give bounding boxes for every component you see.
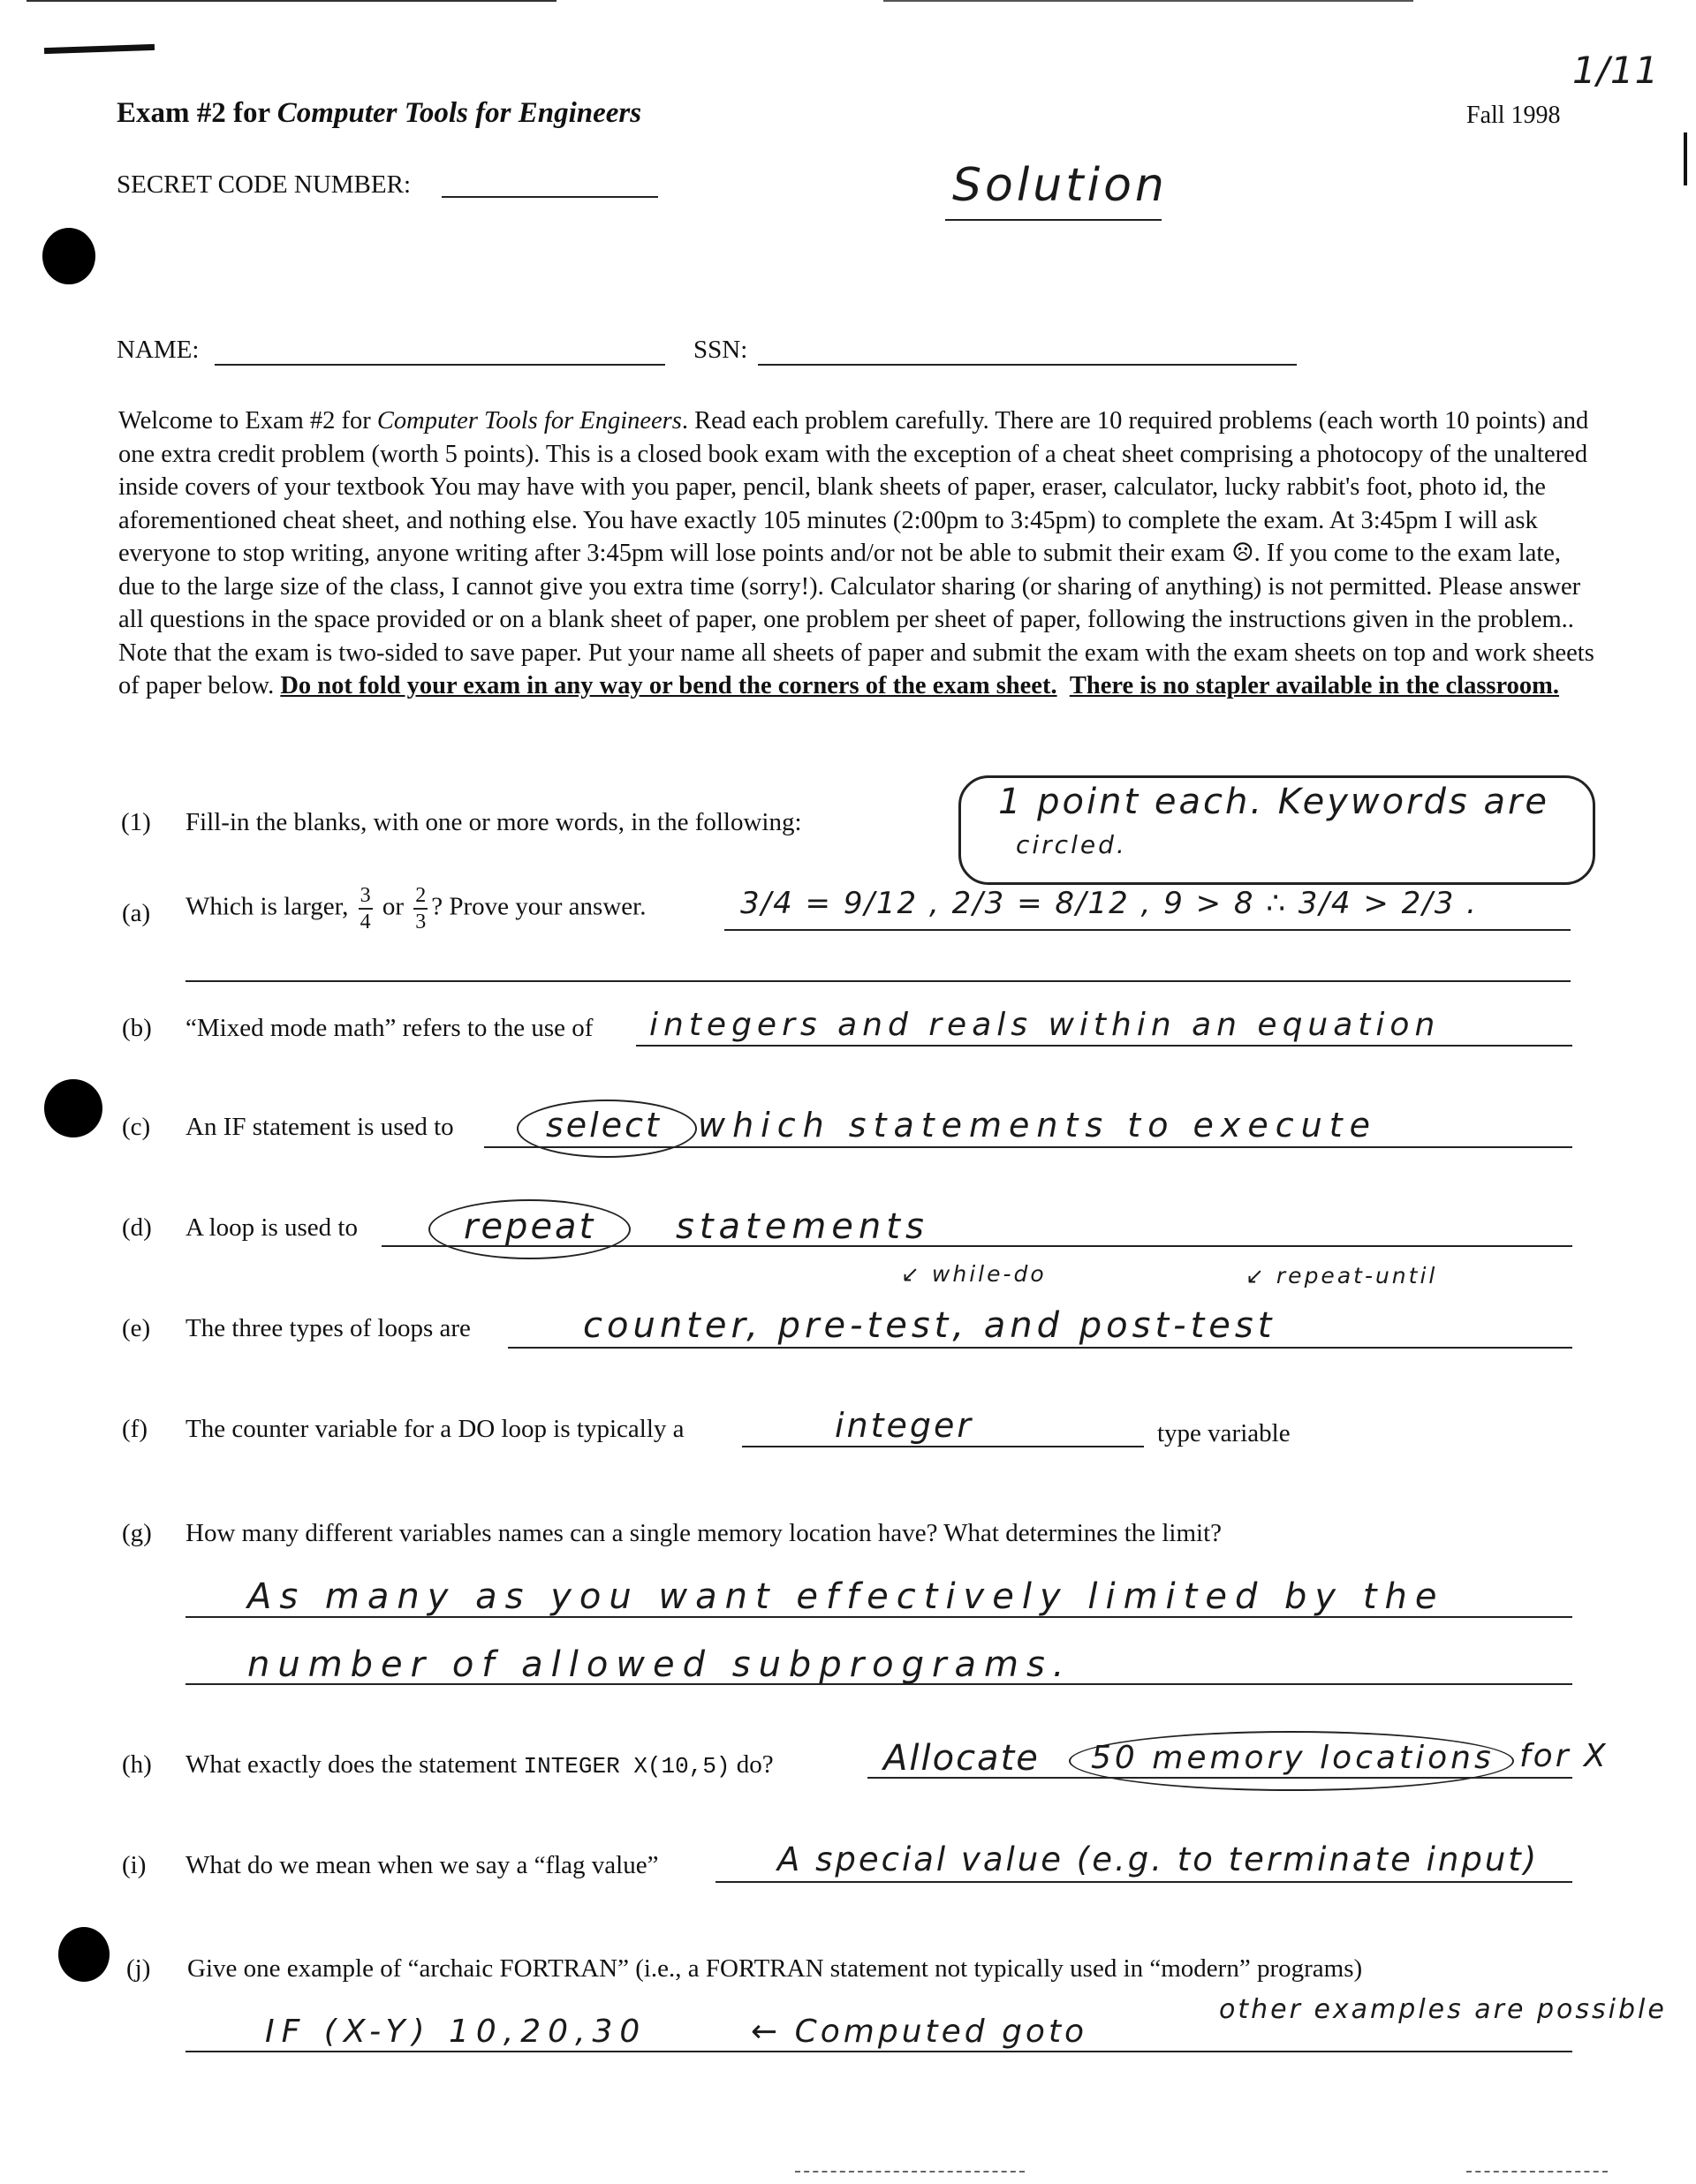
item-c-answer: which statements to execute — [698, 1106, 1378, 1145]
name-label: NAME: — [117, 336, 200, 364]
name-field[interactable] — [215, 364, 665, 366]
grading-note-line1: 1 point each. Keywords are — [998, 782, 1550, 822]
item-c-keyword: select — [546, 1106, 662, 1145]
fraction-two-thirds — [413, 883, 428, 934]
item-d-prompt: A loop is used to — [186, 1213, 358, 1242]
item-g-prompt: How many different variables names can a single memory location have? What determines the limit? — [186, 1519, 1223, 1547]
punch-hole-top — [42, 228, 95, 284]
item-h-code: INTEGER X(10,5) — [523, 1753, 731, 1780]
scan-mark-top-left — [44, 44, 155, 54]
item-c-prompt: An IF statement is used to — [186, 1113, 454, 1141]
item-d-answer: statements — [676, 1206, 929, 1247]
scan-top-line-right — [883, 0, 1413, 2]
item-b-label: (b) — [122, 1014, 152, 1042]
item-j-blank[interactable] — [186, 2051, 1572, 2052]
item-b-prompt: “Mixed mode math” refers to the use of — [186, 1014, 594, 1042]
intro-bold-stapler: There is no stapler available in the classroom. — [1069, 672, 1560, 699]
grading-note-line2: circled. — [1016, 830, 1127, 859]
item-d-blank[interactable] — [382, 1245, 1572, 1247]
item-c-blank[interactable] — [484, 1146, 1572, 1148]
item-e-label: (e) — [122, 1314, 151, 1342]
secret-code-label: SECRET CODE NUMBER: — [117, 170, 412, 199]
item-g-blank-1[interactable] — [186, 1616, 1572, 1618]
ssn-label: SSN: — [693, 336, 748, 364]
item-j-answer-note: ← Computed goto — [751, 2014, 1088, 2050]
item-g-answer-line1: As many as you want effectively limited by the — [247, 1576, 1445, 1617]
item-j-side-note: other examples are possible — [1219, 1994, 1667, 2025]
item-h-prompt-end: do? — [736, 1750, 774, 1779]
item-e-answer: counter, pre-test, and post-test — [583, 1305, 1276, 1346]
item-e-note-repeat-until: ↙ repeat-until — [1246, 1263, 1438, 1288]
scan-bottom-mark — [795, 2171, 1025, 2173]
exam-term: Fall 1998 — [1466, 102, 1561, 129]
secret-code-field[interactable] — [442, 196, 658, 198]
item-a-or: or — [382, 892, 404, 921]
solution-underline — [945, 219, 1162, 221]
item-i-prompt: What do we mean when we say a “flag value” — [186, 1851, 659, 1879]
item-h-answer-end: for X — [1519, 1738, 1609, 1774]
item-f-label: (f) — [122, 1415, 148, 1443]
item-e-note2: repeat-until — [1276, 1263, 1438, 1288]
item-h-keyword: 50 memory locations — [1091, 1740, 1495, 1776]
item-a-prompt — [186, 883, 646, 934]
item-a-prompt-start: Which is larger, — [186, 892, 349, 921]
item-h-answer-start: Allocate — [883, 1738, 1040, 1779]
exam-title-course: Computer Tools for Engineers — [276, 97, 642, 129]
item-i-label: (i) — [122, 1851, 147, 1879]
item-f-blank[interactable] — [742, 1446, 1144, 1447]
intro-body: . Read each problem carefully. There are 10 required problems (each worth 10 points) and one extra credit problem (worth 5 points). This is a closed book exam with the exception of a cheat sheet comprising a photocopy of the unaltered inside covers of your textbook You may have with you paper, pencil, blank sheets of paper, eraser, calculator, lucky rabbit's foot, photo id, the aforementioned cheat sheet, and nothing else. You have exactly 105 minutes (2:00pm to 3:45pm) to complete the exam. At 3:45pm I will ask everyone to stop writing, anyone writing after 3:45pm will lose points and/or not be able to submit their exam ☹. If you come to the exam late, due to the large size of the class, I cannot give you extra time (sorry!). Calculator sharing (or sharing of anything) is not permitted. Please answer all questions in the space provided or on a blank sheet of paper, one problem per sheet of paper, following the instructions given in the problem.. Note that the exam is two-sided to save paper. Put your name all sheets of paper and submit the exam with the exam sheets on top and work sheets of paper below. — [118, 407, 1594, 699]
item-a-blank-2[interactable] — [186, 980, 1571, 982]
item-a-prompt-end: ? Prove your answer. — [431, 892, 647, 921]
intro-bold-fold: Do not fold your exam in any way or bend the corners of the exam sheet. — [280, 672, 1057, 699]
item-e-note-while-do: ↙ while-do — [901, 1261, 1047, 1287]
item-e-note1: while-do — [931, 1261, 1047, 1287]
item-e-prompt: The three types of loops are — [186, 1314, 471, 1342]
scan-mark-right-edge — [1684, 132, 1687, 185]
item-j-answer: IF (X-Y) 10,20,30 — [265, 2014, 647, 2050]
item-j-label: (j) — [126, 1954, 151, 1983]
item-g-blank-2[interactable] — [186, 1683, 1572, 1685]
problem-prompt: Fill-in the blanks, with one or more words, in the following: — [186, 808, 802, 836]
scan-top-line — [26, 0, 556, 2]
fraction-three-quarters — [359, 883, 373, 934]
item-e-blank[interactable] — [508, 1347, 1572, 1349]
punch-hole-bottom — [58, 1927, 110, 1982]
item-i-blank[interactable] — [716, 1881, 1572, 1883]
item-c-label: (c) — [122, 1113, 151, 1141]
item-h-prompt — [186, 1750, 774, 1780]
item-d-label: (d) — [122, 1213, 152, 1242]
item-f-suffix: type variable — [1157, 1419, 1291, 1447]
item-d-keyword: repeat — [464, 1206, 596, 1247]
item-h-prompt-start: What exactly does the statement — [186, 1750, 518, 1779]
page-mark: 1/11 — [1572, 49, 1660, 92]
item-h-label: (h) — [122, 1750, 152, 1779]
item-f-prompt: The counter variable for a DO loop is typically a — [186, 1415, 685, 1443]
item-b-answer: integers and reals within an equation — [649, 1007, 1441, 1043]
item-a-blank[interactable] — [724, 929, 1571, 931]
item-j-prompt: Give one example of “archaic FORTRAN” (i.e., a FORTRAN statement not typically used in “modern” programs) — [187, 1954, 1363, 1983]
intro-course: Computer Tools for Engineers — [376, 407, 682, 435]
problem-number: (1) — [121, 808, 151, 836]
intro-lead: Welcome to Exam #2 for — [118, 407, 377, 435]
item-h-blank[interactable] — [867, 1777, 1572, 1779]
exam-title-prefix: Exam #2 for — [117, 97, 277, 129]
solution-stamp: Solution — [952, 159, 1168, 212]
item-g-answer-line2: number of allowed subprograms. — [247, 1644, 1072, 1685]
intro-paragraph — [118, 404, 1595, 703]
item-i-answer: A special value (e.g. to terminate input) — [777, 1840, 1540, 1878]
item-a-label: (a) — [122, 899, 151, 927]
item-f-answer: integer — [835, 1406, 974, 1445]
punch-hole-middle — [44, 1079, 102, 1137]
item-a-answer: 3/4 = 9/12 , 2/3 = 8/12 , 9 > 8 ∴ 3/4 > 2/3 . — [740, 886, 1478, 921]
item-g-label: (g) — [122, 1519, 152, 1547]
item-b-blank[interactable] — [636, 1045, 1572, 1047]
fraction-numerator: 2 — [413, 883, 428, 910]
exam-title — [117, 97, 641, 130]
ssn-field[interactable] — [758, 364, 1297, 366]
fraction-numerator: 3 — [359, 883, 373, 910]
scan-bottom-mark-right — [1466, 2171, 1608, 2173]
fraction-denominator: 4 — [360, 911, 371, 933]
fraction-denominator: 3 — [415, 911, 427, 933]
